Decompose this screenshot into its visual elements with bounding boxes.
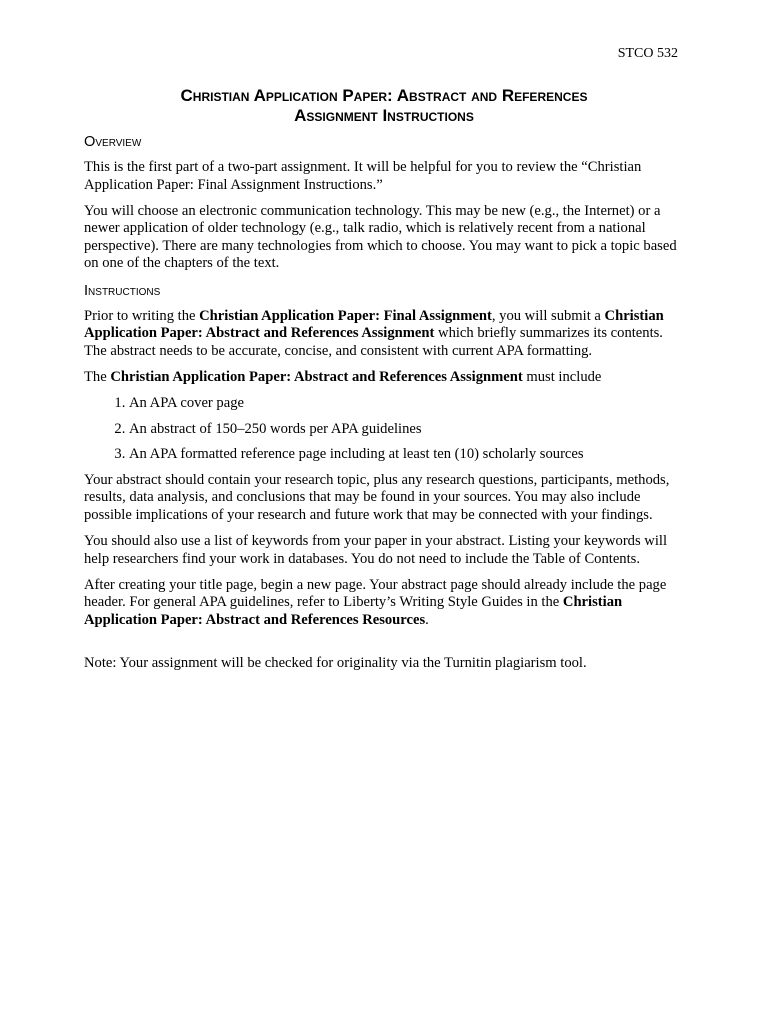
text-run: Prior to writing the — [84, 307, 200, 324]
text-run: , you will submit a — [491, 307, 605, 324]
instructions-paragraph-5 — [84, 577, 682, 630]
text-run: which briefly summarizes its contents. The abstract needs to be accurate, concise, and consistent with current APA formatting. — [84, 325, 663, 359]
text-run: The — [84, 368, 111, 385]
overview-paragraph-2: You will choose an electronic communication technology. This may be new (e.g., the Internet) or a newer application of older technology (e.g., talk radio, which is relatively recent from a national perspective). There are many technologies from which to choose. You may want to pick a topic based on one of the chapters of the text. — [84, 202, 677, 272]
list-item: 2. An abstract of 150–250 words per APA guidelines — [129, 421, 682, 439]
title-line-2: Assignment Instructions — [294, 106, 474, 125]
abstract-assignment-ref: Christian Application Paper: Abstract and References Assignment — [110, 368, 523, 385]
final-assignment-ref: Christian Application Paper: Final Assignment — [199, 307, 492, 324]
list-item: 3. An APA formatted reference page including at least ten (10) scholarly sources — [129, 446, 682, 464]
text-run: After creating your title page, begin a new page. Your abstract page should already include the page header. For general APA guidelines, refer to Liberty’s Writing Style Guides in the — [84, 576, 667, 611]
instructions-heading: Instructions — [84, 282, 161, 299]
document-body — [84, 133, 682, 682]
text-run: . — [425, 611, 429, 628]
originality-note: Note: Your assignment will be checked for originality via the Turnitin plagiarism tool. — [84, 655, 587, 672]
resources-ref: Christian Application Paper: Abstract and References Resources — [84, 594, 623, 628]
instructions-paragraph-3: Your abstract should contain your research topic, plus any research questions, participants, methods, results, data analysis, and conclusions that may be found in your sources. You may also include possible implications of your research and future work that may be connected with your findings. — [84, 471, 670, 523]
overview-heading: Overview — [84, 134, 142, 150]
instructions-paragraph-4: You should also use a list of keywords from your paper in your abstract. Listing your keywords will help researchers find your work in databases. You do not need to include the Table of Contents. — [84, 533, 668, 567]
text-run: must include — [522, 368, 602, 385]
page-title — [84, 86, 684, 126]
requirements-list — [84, 395, 682, 464]
instructions-paragraph-2 — [84, 369, 682, 387]
title-line-1: Christian Application Paper: Abstract and References — [180, 86, 588, 105]
overview-paragraph-1: This is the first part of a two-part assignment. It will be helpful for you to review the “Christian Application Paper: Final Assignment Instructions.” — [84, 159, 642, 193]
list-item: 1. An APA cover page — [129, 395, 682, 413]
course-code-header: STCO 532 — [617, 46, 678, 61]
instructions-paragraph-1 — [84, 308, 682, 361]
abstract-assignment-ref: Christian Application Paper: Abstract and References Assignment — [84, 307, 664, 342]
